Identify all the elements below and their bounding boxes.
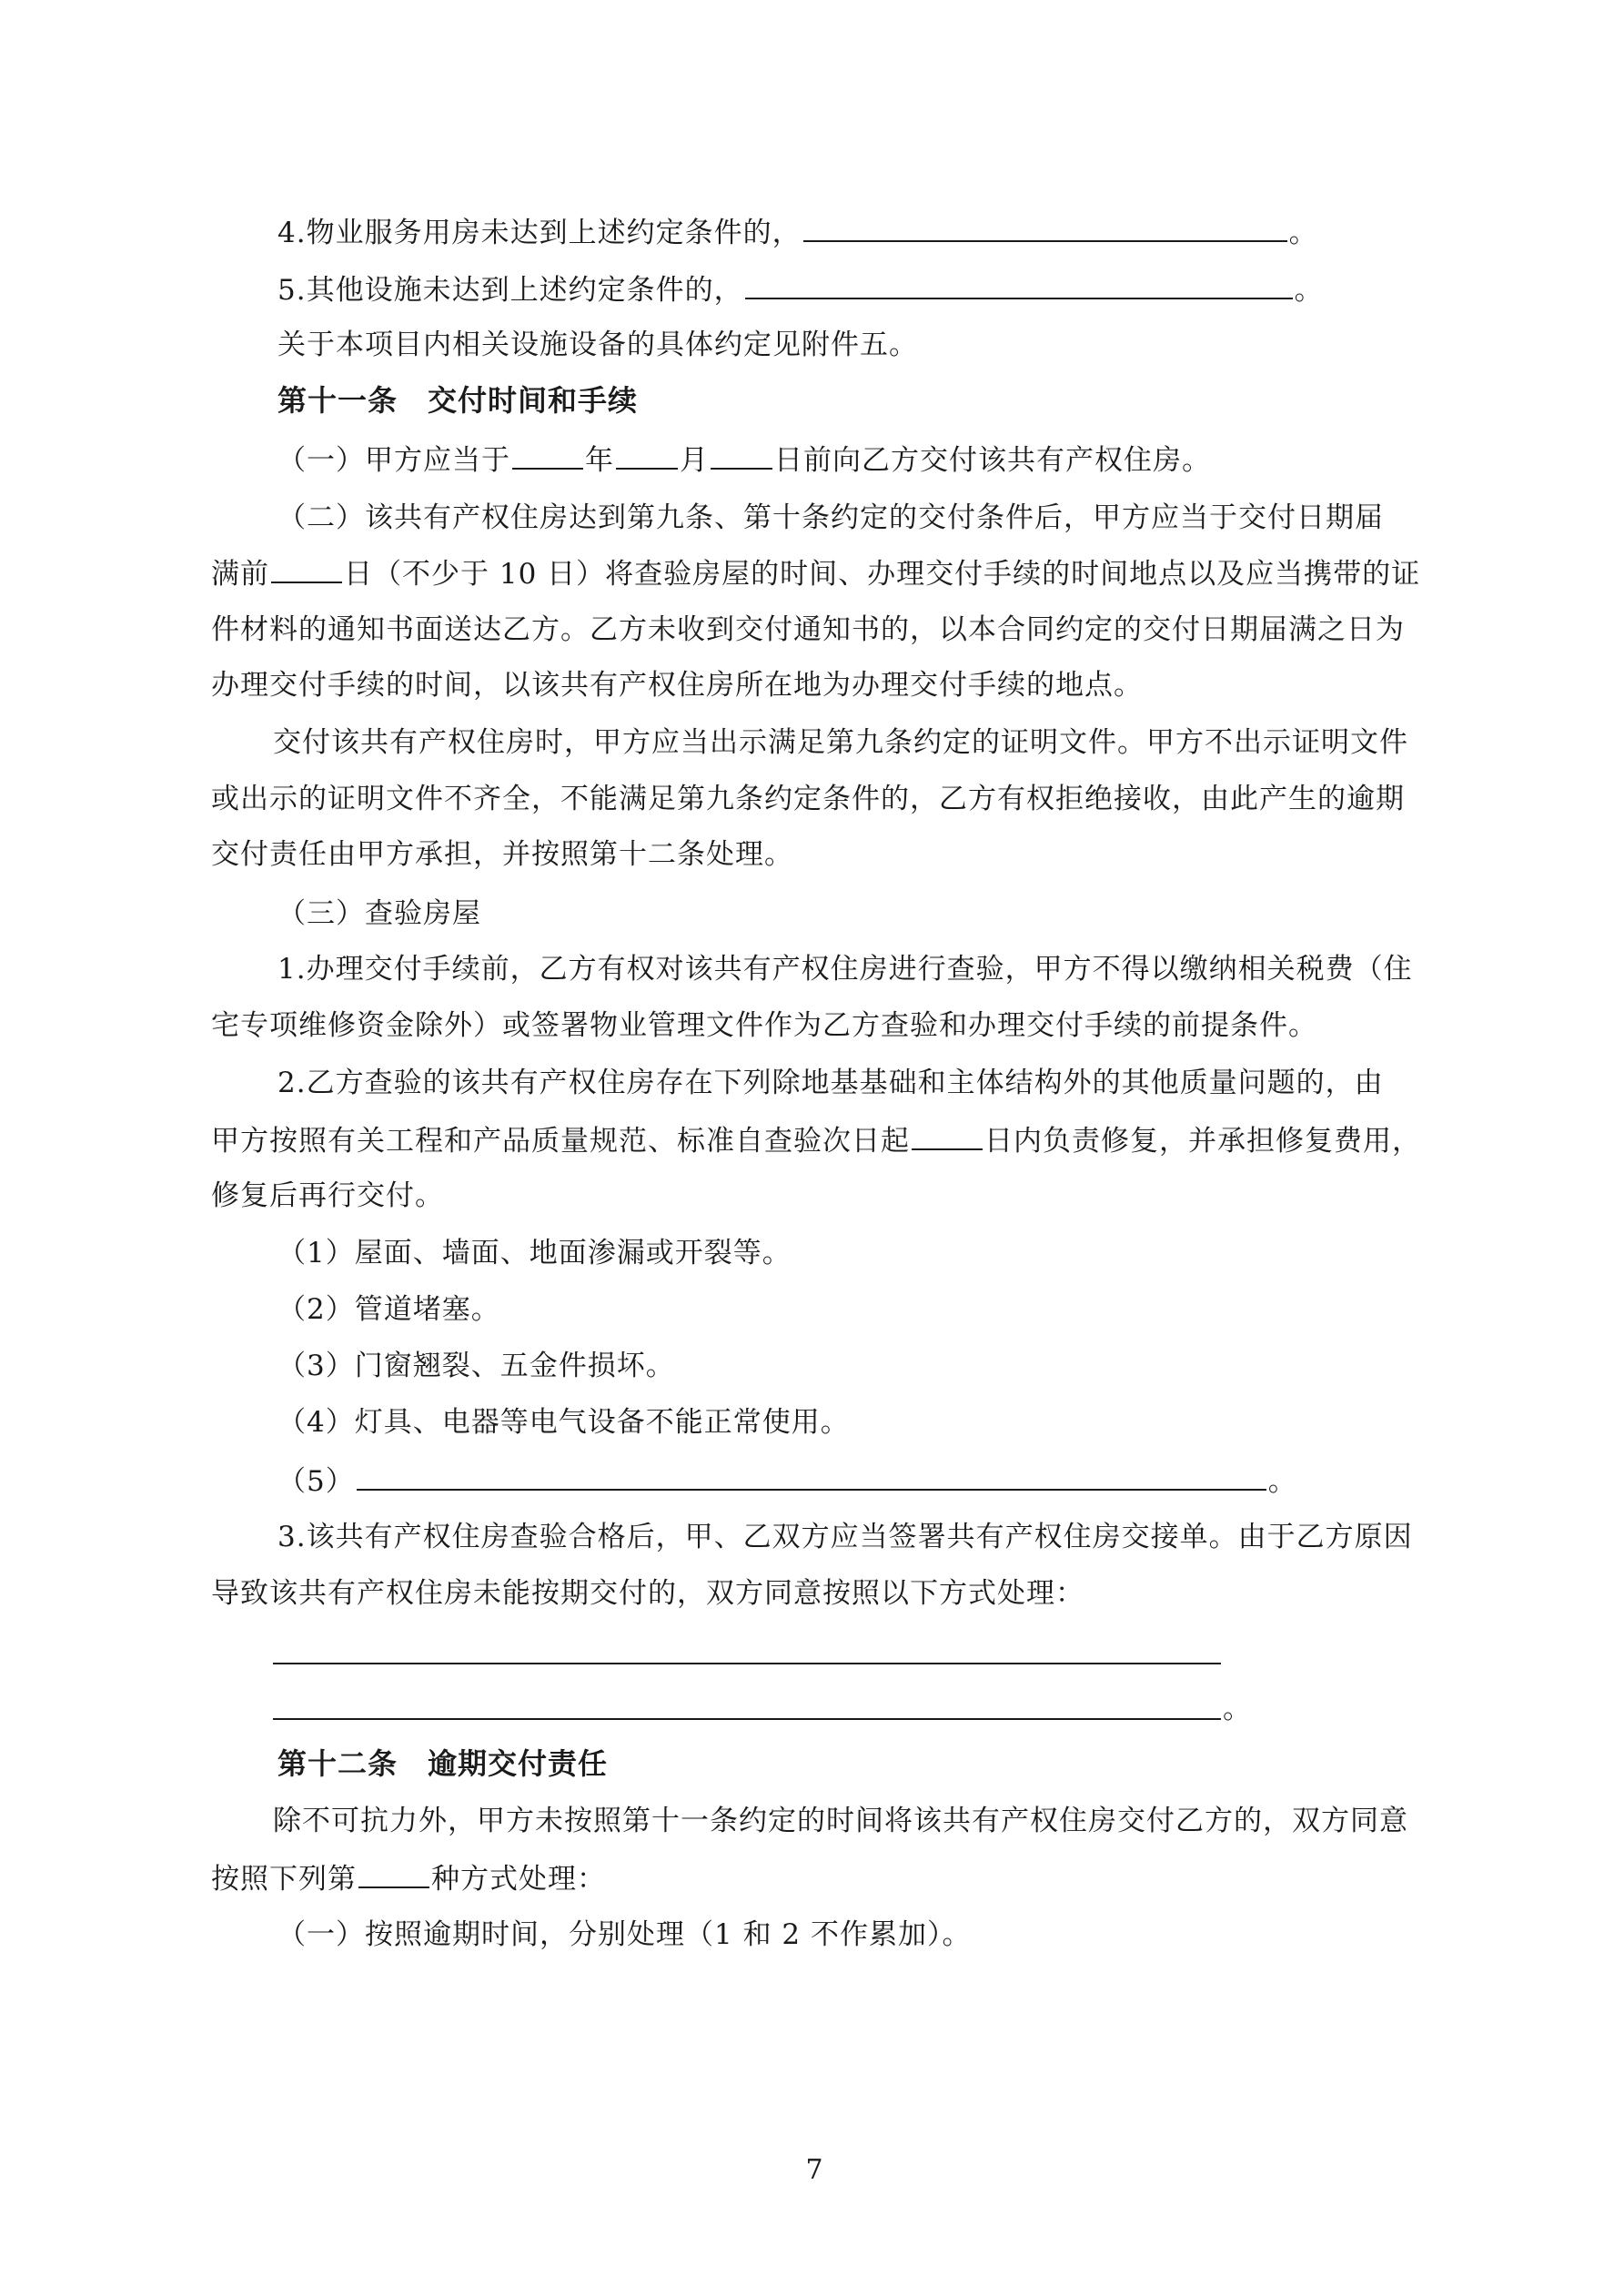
clause-11-2-text-b: 日（不少于 10 日）将查验房屋的时间、办理交付手续的时间地点以及应当携带的证 [344,558,1421,591]
inspection-3-line-1: 3.该共有产权住房查验合格后，甲、乙双方应当签署共有产权住房交接单。由于乙方原因 [277,1521,1413,1553]
clause-11-2-line-3: 件材料的通知书面送达乙方。乙方未收到交付通知书的，以本合同约定的交付日期届满之日为 [211,613,1405,646]
clause-11-1-end: 日前向乙方交付该共有产权住房。 [774,444,1211,477]
day-blank [711,440,772,470]
clause-11-2-line-4: 办理交付手续的时间，以该共有产权住房所在地为办理交付手续的地点。 [211,669,1143,702]
article-12-line-2 [211,1859,606,1897]
inspection-2-line-3: 修复后再行交付。 [211,1179,444,1212]
paragraph-5 [277,270,1324,308]
list-item: （1）屋面、墙面、地面渗漏或开裂等。 [277,1237,792,1269]
blank-field [357,1462,1266,1491]
clause-11-1 [277,440,1211,479]
inspection-2-line-2 [211,1121,1421,1159]
blank-field [745,270,1293,299]
list-item-5-label: （5） [277,1465,355,1498]
delivery-paragraph-line-1: 交付该共有产权住房时，甲方应当出示满足第九条约定的证明文件。甲方不出示证明文件 [273,726,1408,759]
year-label: 年 [585,444,614,477]
paragraph-4-text: 4.物业服务用房未达到上述约定条件的， [277,217,802,249]
year-blank [512,440,583,470]
inspection-2-text-a: 甲方按照有关工程和产品质量规范、标准自查验次日起 [211,1125,910,1158]
clause-11-3-title: （三）查验房屋 [277,897,481,930]
paragraph-5-text: 5.其他设施未达到上述约定条件的， [277,274,743,307]
article-12-heading: 第十二条 逾期交付责任 [277,1746,609,1781]
list-item-5 [277,1462,1297,1500]
clause-11-2-text-a: 满前 [211,558,269,591]
option-blank [358,1859,429,1888]
list-item: （4）灯具、电器等电气设备不能正常使用。 [277,1406,850,1439]
clause-11-1-text: （一）甲方应当于 [277,444,510,477]
facilities-note: 关于本项目内相关设施设备的具体约定见附件五。 [277,329,918,361]
delivery-paragraph-line-2: 或出示的证明文件不齐全，不能满足第九条约定条件的，乙方有权拒绝接收，由此产生的逾期 [211,783,1405,815]
article-12-text-a: 按照下列第 [211,1863,357,1896]
blank-field [803,213,1287,242]
list-item: （3）门窗翘裂、五金件损坏。 [277,1350,675,1382]
inspection-2-text-b: 日内负责修复，并承担修复费用， [984,1125,1421,1158]
page-number: 7 [805,2154,823,2186]
list-item: （2）管道堵塞。 [277,1293,500,1326]
article-12-text-b: 种方式处理： [431,1863,606,1896]
inspection-1-line-1: 1.办理交付手续前，乙方有权对该共有产权住房进行查验，甲方不得以缴纳相关税费（住 [277,953,1413,986]
paragraph-4-end: 。 [1288,217,1318,249]
days-blank [271,554,342,583]
inspection-2-line-1: 2.乙方查验的该共有产权住房存在下列除地基基础和主体结构外的其他质量问题的，由 [277,1067,1384,1099]
delivery-paragraph-line-3: 交付责任由甲方承担，并按照第十二条处理。 [211,838,793,871]
inspection-3-end: 。 [1223,1693,1252,1725]
month-label: 月 [680,444,709,477]
clause-11-2-line-1: （二）该共有产权住房达到第九条、第十条约定的交付条件后，甲方应当于交付日期届 [277,501,1384,534]
article-12-line-1: 除不可抗力外，甲方未按照第十一条约定的时间将该共有产权住房交付乙方的，双方同意 [273,1805,1408,1837]
clause-12-1: （一）按照逾期时间，分别处理（1 和 2 不作累加）。 [277,1918,972,1951]
inspection-3-line-2: 导致该共有产权住房未能按期交付的，双方同意按照以下方式处理： [211,1577,1084,1610]
article-11-heading: 第十一条 交付时间和手续 [277,383,639,418]
paragraph-4 [277,213,1318,251]
paragraph-5-end: 。 [1294,274,1324,307]
blank-line [273,1663,1221,1664]
month-blank [616,440,678,470]
clause-11-2-line-2 [211,554,1420,592]
inspection-1-line-2: 宅专项维修资金除外）或签署物业管理文件作为乙方查验和办理交付手续的前提条件。 [211,1009,1317,1042]
repair-days-blank [912,1121,983,1150]
list-item-5-end: 。 [1267,1465,1297,1498]
blank-line [273,1718,1221,1720]
